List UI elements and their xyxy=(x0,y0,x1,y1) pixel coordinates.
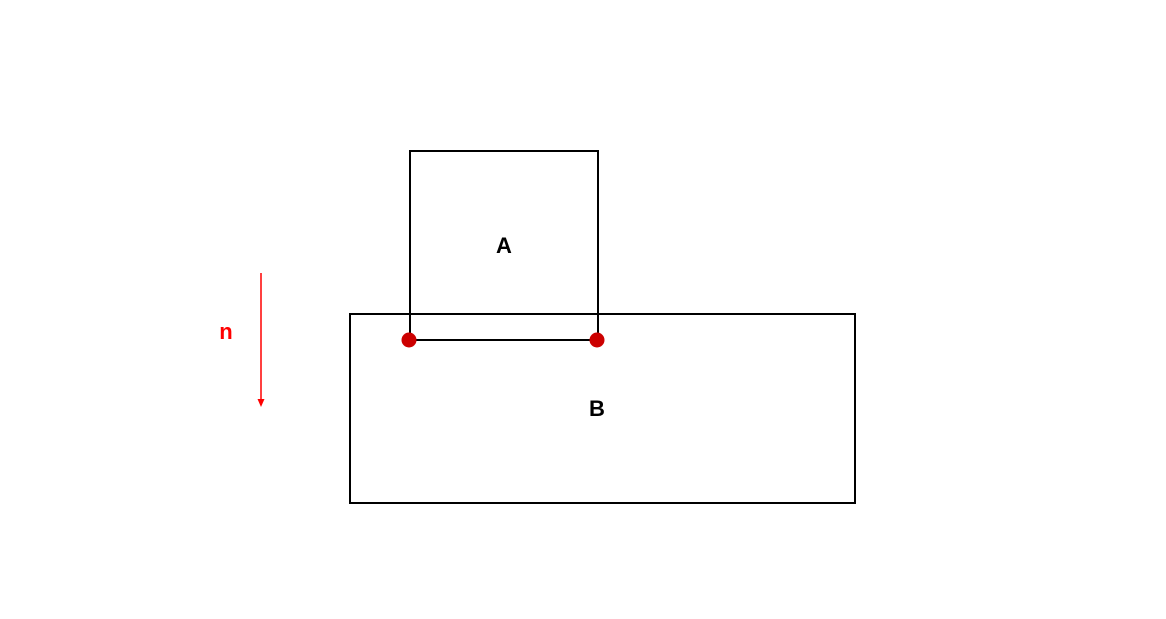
shape-a-label: A xyxy=(496,233,512,258)
contact-point-right xyxy=(590,333,605,348)
shape-b-label: B xyxy=(589,396,605,421)
normal-vector-arrow-head xyxy=(258,399,265,407)
contact-point-left xyxy=(402,333,417,348)
normal-vector-label: n xyxy=(219,319,233,344)
